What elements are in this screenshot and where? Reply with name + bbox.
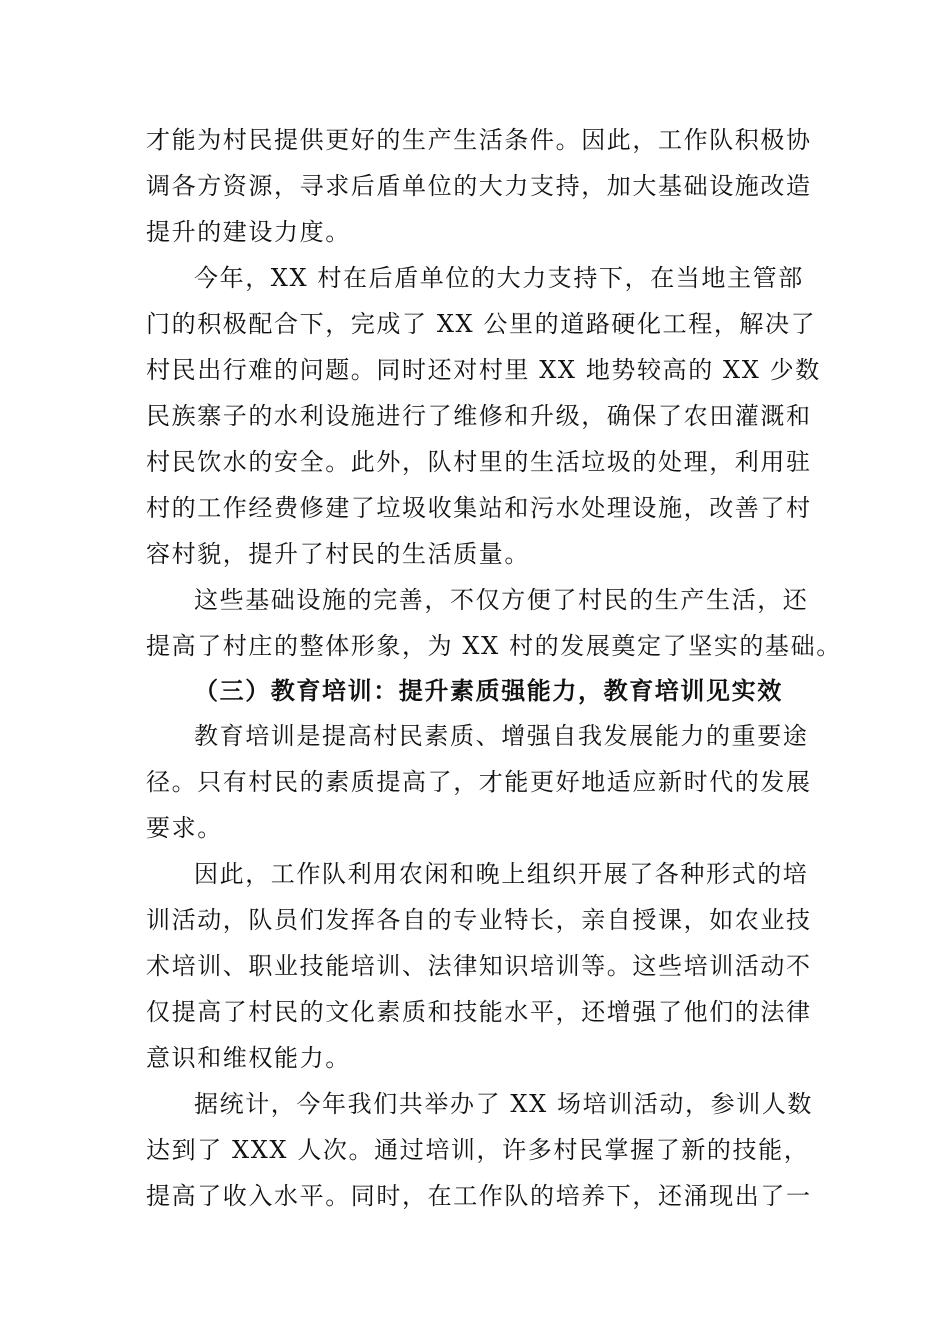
paragraph-line: 要求。 (146, 814, 223, 842)
paragraph-line: 今年，XX 村在后盾单位的大力支持下，在当地主管部 (194, 264, 804, 292)
paragraph-line: 才能为村民提供更好的生产生活条件。因此，工作队积极协 (146, 126, 812, 154)
paragraph-line: 提高了收入水平。同时，在工作队的培养下，还涌现出了一 (146, 1182, 812, 1210)
paragraph-line: 村民出行难的问题。同时还对村里 XX 地势较高的 XX 少数 (146, 356, 821, 384)
paragraph-line: 提高了村庄的整体形象，为 XX 村的发展奠定了坚实的基础。 (146, 632, 842, 660)
paragraph-line: 因此，工作队利用农闲和晚上组织开展了各种形式的培 (194, 860, 809, 888)
paragraph-line: 仅提高了村民的文化素质和技能水平，还增强了他们的法律 (146, 998, 812, 1026)
paragraph-line: 村民饮水的安全。此外，队村里的生活垃圾的处理，利用驻 (146, 448, 812, 476)
paragraph-line: 径。只有村民的素质提高了，才能更好地适应新时代的发展 (146, 768, 812, 796)
paragraph-line: 这些基础设施的完善，不仅方便了村民的生产生活，还 (194, 586, 809, 614)
paragraph-line: 达到了 XXX 人次。通过培训，许多村民掌握了新的技能， (146, 1136, 810, 1164)
paragraph-line: 提升的建设力度。 (146, 218, 351, 246)
paragraph-line: 据统计，今年我们共举办了 XX 场培训活动，参训人数 (194, 1090, 814, 1118)
paragraph-line: 门的积极配合下，完成了 XX 公里的道路硬化工程，解决了 (146, 310, 817, 338)
paragraph-line: 意识和维权能力。 (146, 1044, 351, 1072)
paragraph-line: 训活动，队员们发挥各自的专业特长，亲自授课，如农业技 (146, 906, 812, 934)
paragraph-line: 容村貌，提升了村民的生活质量。 (146, 540, 530, 568)
paragraph-line: 调各方资源，寻求后盾单位的大力支持，加大基础设施改造 (146, 172, 812, 200)
paragraph-line: 术培训、职业技能培训、法律知识培训等。这些培训活动不 (146, 952, 812, 980)
paragraph-line: 民族寨子的水利设施进行了维修和升级，确保了农田灌溉和 (146, 402, 812, 430)
paragraph-line: 村的工作经费修建了垃圾收集站和污水处理设施，改善了村 (146, 494, 812, 522)
section-heading: （三）教育培训：提升素质强能力，教育培训见实效 (194, 676, 783, 705)
paragraph-line: 教育培训是提高村民素质、增强自我发展能力的重要途 (194, 722, 809, 750)
